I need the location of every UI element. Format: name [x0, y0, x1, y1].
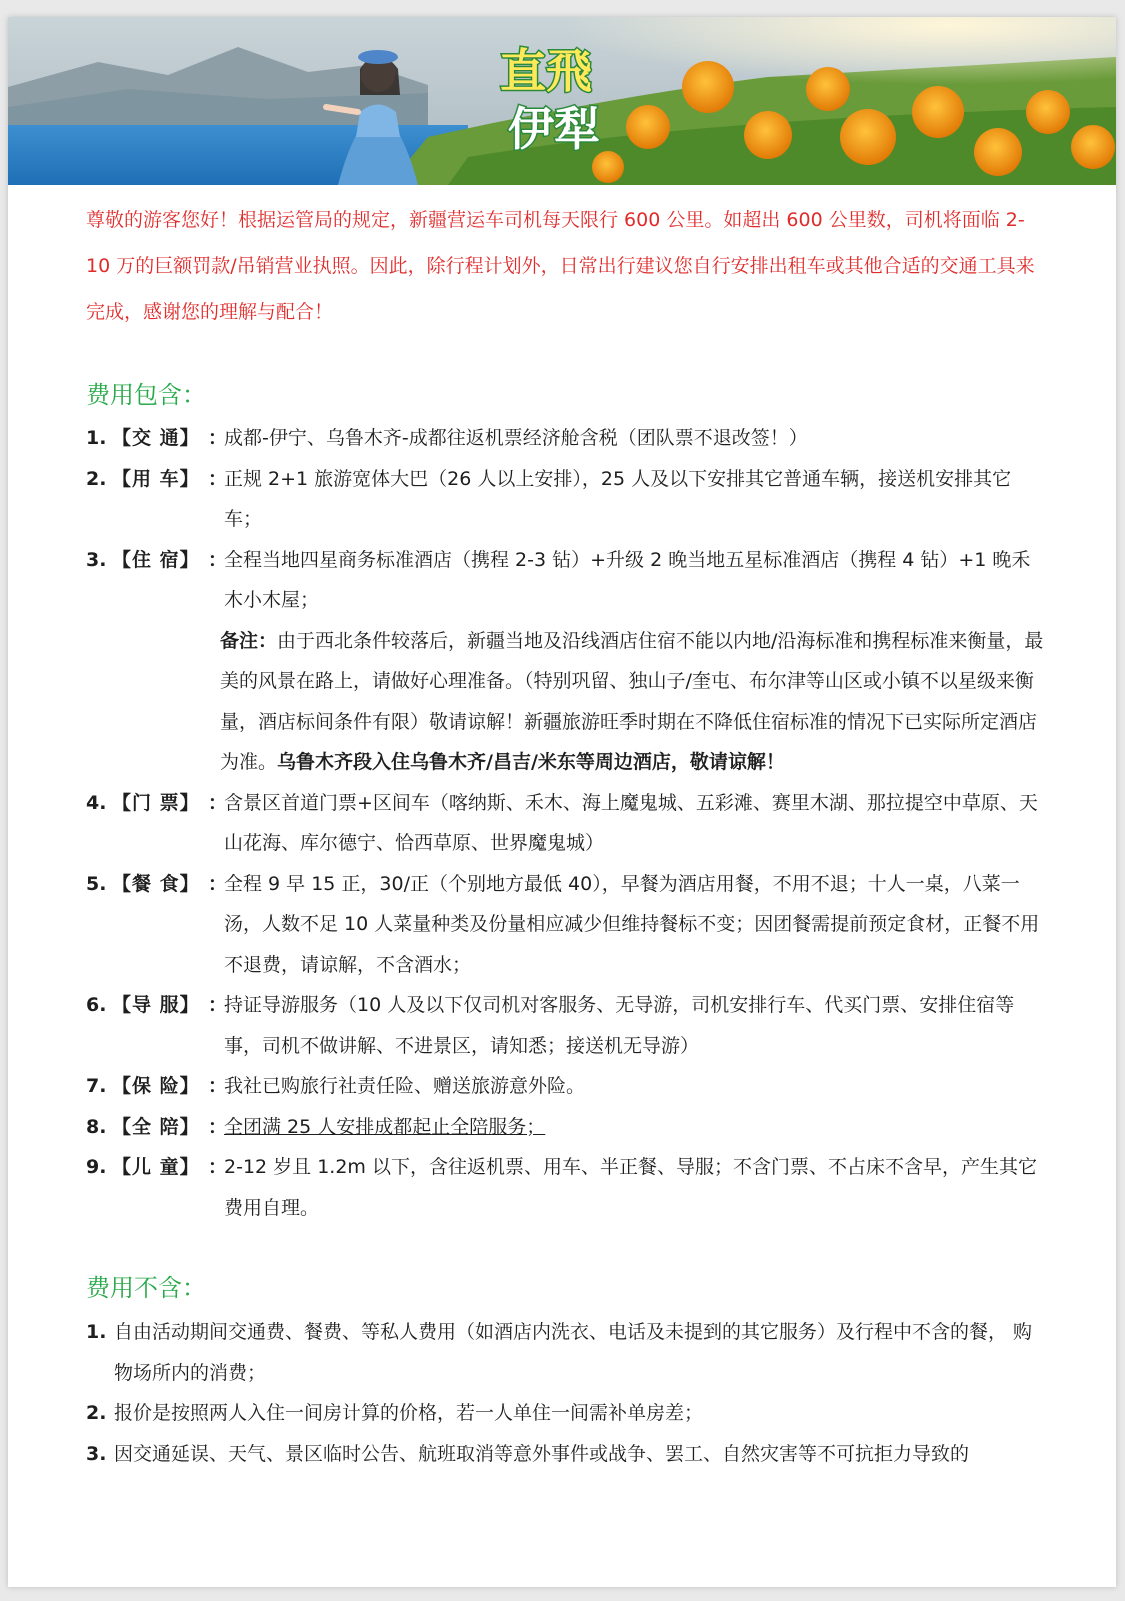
excluded-item	[86, 1393, 1046, 1434]
item-text: 2-12 岁且 1.2m 以下，含往返机票、用车、半正餐、导服；不含门票、不占床不含早，产生其它费用自理。	[224, 1156, 1037, 1219]
item-colon: ：	[208, 1156, 228, 1178]
included-item-vehicle	[86, 459, 1046, 540]
item-label: 【门 票】	[112, 791, 200, 814]
note-text: 由于西北条件较落后，新疆当地及沿线酒店住宿不能以内地/沿海标准和携程标准来衡量，最美的风景在路上，请做好心理准备。（特别巩留、独山子/奎屯、布尔津等山区或小镇不以星级来衡量，酒店标间条件有限）敬请谅解！新疆旅游旺季时期在不降低住宿标准的情况下已实际所定酒店为准。	[220, 629, 1044, 773]
item-number: 8.	[86, 1115, 107, 1138]
excluded-list	[86, 1312, 1046, 1474]
document-page	[8, 17, 1116, 1587]
item-text: 自由活动期间交通费、餐费、等私人费用（如酒店内洗衣、电话及未提到的其它服务）及行程中不含的餐， 购物场所内的消费；	[114, 1321, 1033, 1384]
item-text: 报价是按照两人入住一间房计算的价格，若一人单住一间需补单房差；	[114, 1402, 704, 1424]
item-text: 正规 2+1 旅游宽体大巴（26 人以上安排），25 人及以下安排其它普通车辆，接送机安排其它车；	[224, 467, 1012, 530]
item-number: 6.	[86, 994, 107, 1016]
item-label: 【交 通】	[112, 427, 200, 449]
included-item-meals	[86, 864, 1046, 986]
driving-limit-notice: 尊敬的游客您好！根据运管局的规定，新疆营运车司机每天限行 600 公里。如超出 600 公里数，司机将面临 2-10 万的巨额罚款/吊销营业执照。因此，除行程计划外，日常出行建议您自行安排出租车或其他合适的交通工具来完成，感谢您的理解与配合！	[86, 209, 1035, 323]
item-label: 【全 陪】	[112, 1115, 200, 1138]
item-colon: ：	[208, 467, 228, 490]
item-label: 【住 宿】	[112, 548, 200, 571]
included-item-tickets	[86, 783, 1046, 864]
included-item-transport	[86, 418, 1046, 459]
item-number: 3.	[86, 548, 107, 571]
item-number: 3.	[86, 1442, 107, 1465]
item-text: 我社已购旅行社责任险、赠送旅游意外险。	[224, 1075, 586, 1097]
included-item-guide	[86, 985, 1046, 1066]
item-colon: ：	[208, 1075, 228, 1097]
logo-line2: 伊犁	[508, 102, 600, 156]
item-label: 【餐 食】	[112, 872, 200, 895]
included-item-escort	[86, 1107, 1046, 1148]
item-colon: ：	[208, 548, 228, 571]
item-text: 因交通延误、天气、景区临时公告、航班取消等意外事件或战争、罢工、自然灾害等不可抗拒力导致的	[114, 1442, 970, 1465]
item-label: 【用 车】	[112, 467, 200, 490]
item-number: 2.	[86, 1402, 107, 1424]
item-number: 4.	[86, 791, 107, 814]
item-number: 1.	[86, 1321, 107, 1343]
item-colon: ：	[208, 427, 228, 449]
item-text: 持证导游服务（10 人及以下仅司机对客服务、无导游，司机安排行车、代买门票、安排住宿等事，司机不做讲解、不进景区，请知悉；接送机无导游）	[224, 994, 1015, 1057]
item-label: 【保 险】	[112, 1075, 200, 1097]
item-colon: ：	[208, 994, 228, 1016]
item-text: 成都-伊宁、乌鲁木齐-成都往返机票经济舱含税（团队票不退改签！）	[224, 427, 808, 449]
note-label: 备注：	[220, 629, 278, 652]
excluded-item	[86, 1434, 1046, 1475]
item-number: 2.	[86, 467, 107, 490]
excluded-item	[86, 1312, 1046, 1393]
included-list	[86, 418, 1046, 1228]
item-colon: ：	[208, 1115, 228, 1138]
excluded-title: 费用不含：	[86, 1274, 206, 1302]
item-number: 1.	[86, 427, 107, 449]
item-colon: ：	[208, 791, 228, 814]
item-label: 【导 服】	[112, 994, 200, 1016]
item-text: 全团满 25 人安排成都起止全陪服务；	[224, 1115, 546, 1138]
item-number: 7.	[86, 1075, 107, 1097]
item-label: 【儿 童】	[112, 1156, 200, 1178]
lodging-note	[86, 621, 1046, 783]
item-number: 5.	[86, 872, 107, 895]
item-colon: ：	[208, 872, 228, 895]
included-item-children	[86, 1147, 1046, 1228]
item-text: 含景区首道门票+区间车（喀纳斯、禾木、海上魔鬼城、五彩滩、赛里木湖、那拉提空中草原、天山花海、库尔德宁、恰西草原、世界魔鬼城）	[224, 791, 1038, 854]
included-item-lodging	[86, 540, 1046, 621]
item-text: 全程 9 早 15 正，30/正（个别地方最低 40），早餐为酒店用餐，不用不退；十人一桌，八菜一汤，人数不足 10 人菜量种类及份量相应减少但维持餐标不变；因团餐需提前预定食材，正餐不用不退费，请谅解，不含酒水；	[224, 872, 1040, 976]
logo-line1: 直飛	[500, 44, 592, 98]
included-title: 费用包含：	[86, 381, 206, 409]
included-item-insurance	[86, 1066, 1046, 1107]
note-bold-text: 乌鲁木齐段入住乌鲁木齐/昌吉/米东等周边酒店，敬请谅解！	[277, 751, 785, 773]
banner-image	[8, 17, 1116, 185]
item-text: 全程当地四星商务标准酒店（携程 2-3 钻）+升级 2 晚当地五星标准酒店（携程 4 钻）+1 晚禾木小木屋；	[224, 548, 1031, 611]
item-number: 9.	[86, 1156, 107, 1178]
